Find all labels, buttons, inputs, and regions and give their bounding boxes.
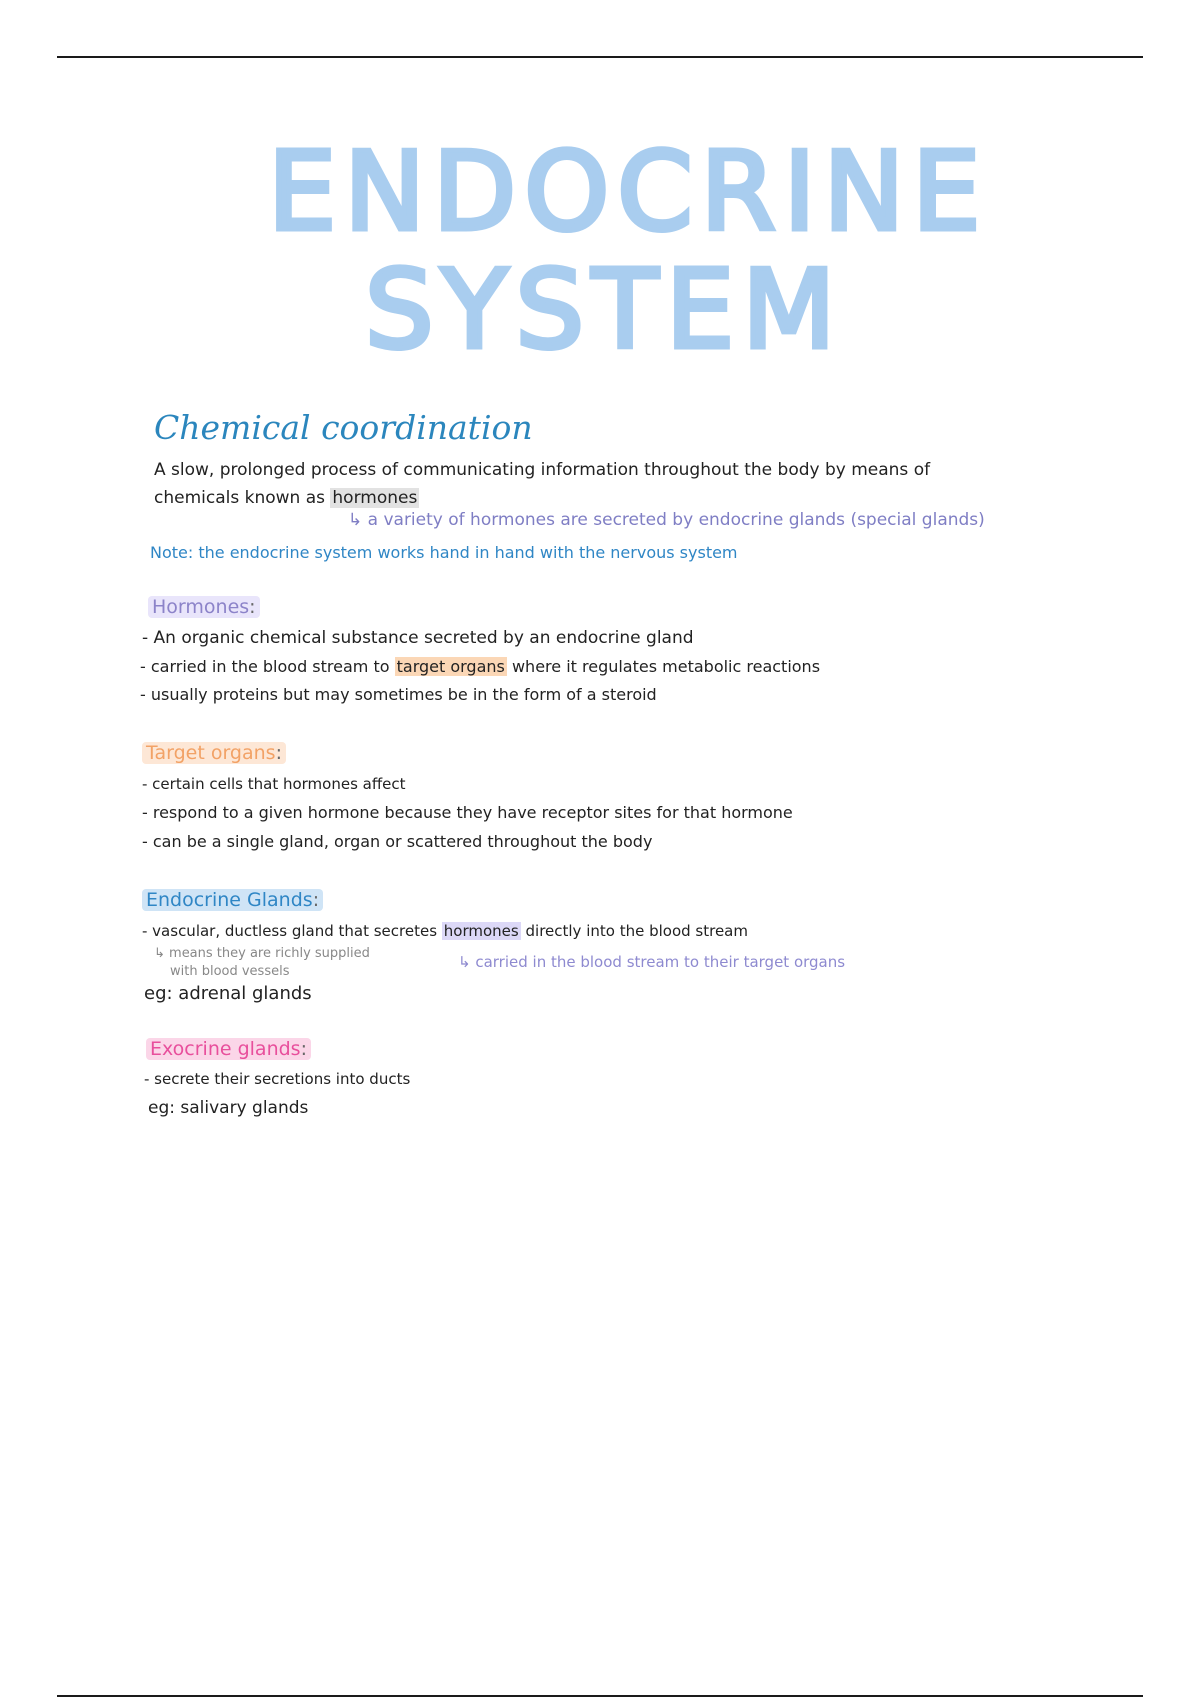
hormones-heading [148, 596, 260, 618]
hormones-bullet-2 [140, 657, 820, 676]
target-organs-highlight: target organs [396, 657, 505, 676]
colon: : [275, 742, 282, 764]
hormones-bullet-1: - An organic chemical substance secreted by an endocrine gland [142, 628, 694, 648]
colon: : [300, 1038, 307, 1060]
nervous-system-note: Note: the endocrine system works hand in hand with the nervous system [150, 543, 738, 562]
bullet-text: - vascular, ductless gland that secretes [142, 922, 442, 940]
bullet-text: where it regulates metabolic reactions [506, 657, 821, 676]
bottom-rule [57, 1695, 1143, 1697]
bullet-text: - carried in the blood stream to [140, 657, 395, 676]
blood-stream-note: ↳ carried in the blood stream to their target organs [458, 953, 846, 971]
colon: : [249, 596, 256, 618]
target-organs-bullet-1: - certain cells that hormones affect [142, 775, 406, 793]
hormones-arrow-note: ↳ a variety of hormones are secreted by endocrine glands (special glands) [348, 510, 985, 530]
hormones-bullet-3: - usually proteins but may sometimes be in the form of a steroid [140, 685, 657, 704]
target-organs-bullet-3: - can be a single gland, organ or scattered throughout the body [142, 832, 653, 851]
bullet-text: directly into the blood stream [520, 922, 748, 940]
endocrine-glands-heading-text: Endocrine Glands [146, 889, 313, 911]
chemical-coordination-heading: Chemical coordination [154, 408, 533, 447]
title-line-2: SYSTEM [365, 248, 844, 373]
definition-text: chemicals known as [154, 488, 331, 508]
endocrine-example: eg: adrenal glands [144, 983, 312, 1004]
top-rule [57, 56, 1143, 58]
exocrine-glands-heading [146, 1038, 311, 1060]
definition-line-1: A slow, prolonged process of communicating information throughout the body by means of [154, 460, 931, 480]
definition-line-2 [154, 488, 419, 508]
target-organs-heading-text: Target organs [146, 742, 276, 764]
hormones-highlight: hormones [332, 488, 418, 508]
exocrine-example: eg: salivary glands [148, 1098, 309, 1118]
hormones-highlight: hormones [443, 922, 519, 940]
exocrine-glands-heading-text: Exocrine glands [150, 1038, 301, 1060]
endocrine-glands-bullet-1 [142, 922, 748, 940]
vascular-note-line-2: with blood vessels [170, 964, 290, 979]
exocrine-bullet-1: - secrete their secretions into ducts [144, 1070, 411, 1088]
vascular-note-line-1: ↳ means they are richly supplied [154, 946, 370, 961]
title-line-1: ENDOCRINE [268, 130, 989, 255]
target-organs-heading [142, 742, 286, 764]
hormones-heading-text: Hormones [152, 596, 250, 618]
target-organs-bullet-2: - respond to a given hormone because they have receptor sites for that hormone [142, 803, 793, 822]
colon: : [312, 889, 320, 911]
endocrine-glands-heading [142, 889, 323, 911]
